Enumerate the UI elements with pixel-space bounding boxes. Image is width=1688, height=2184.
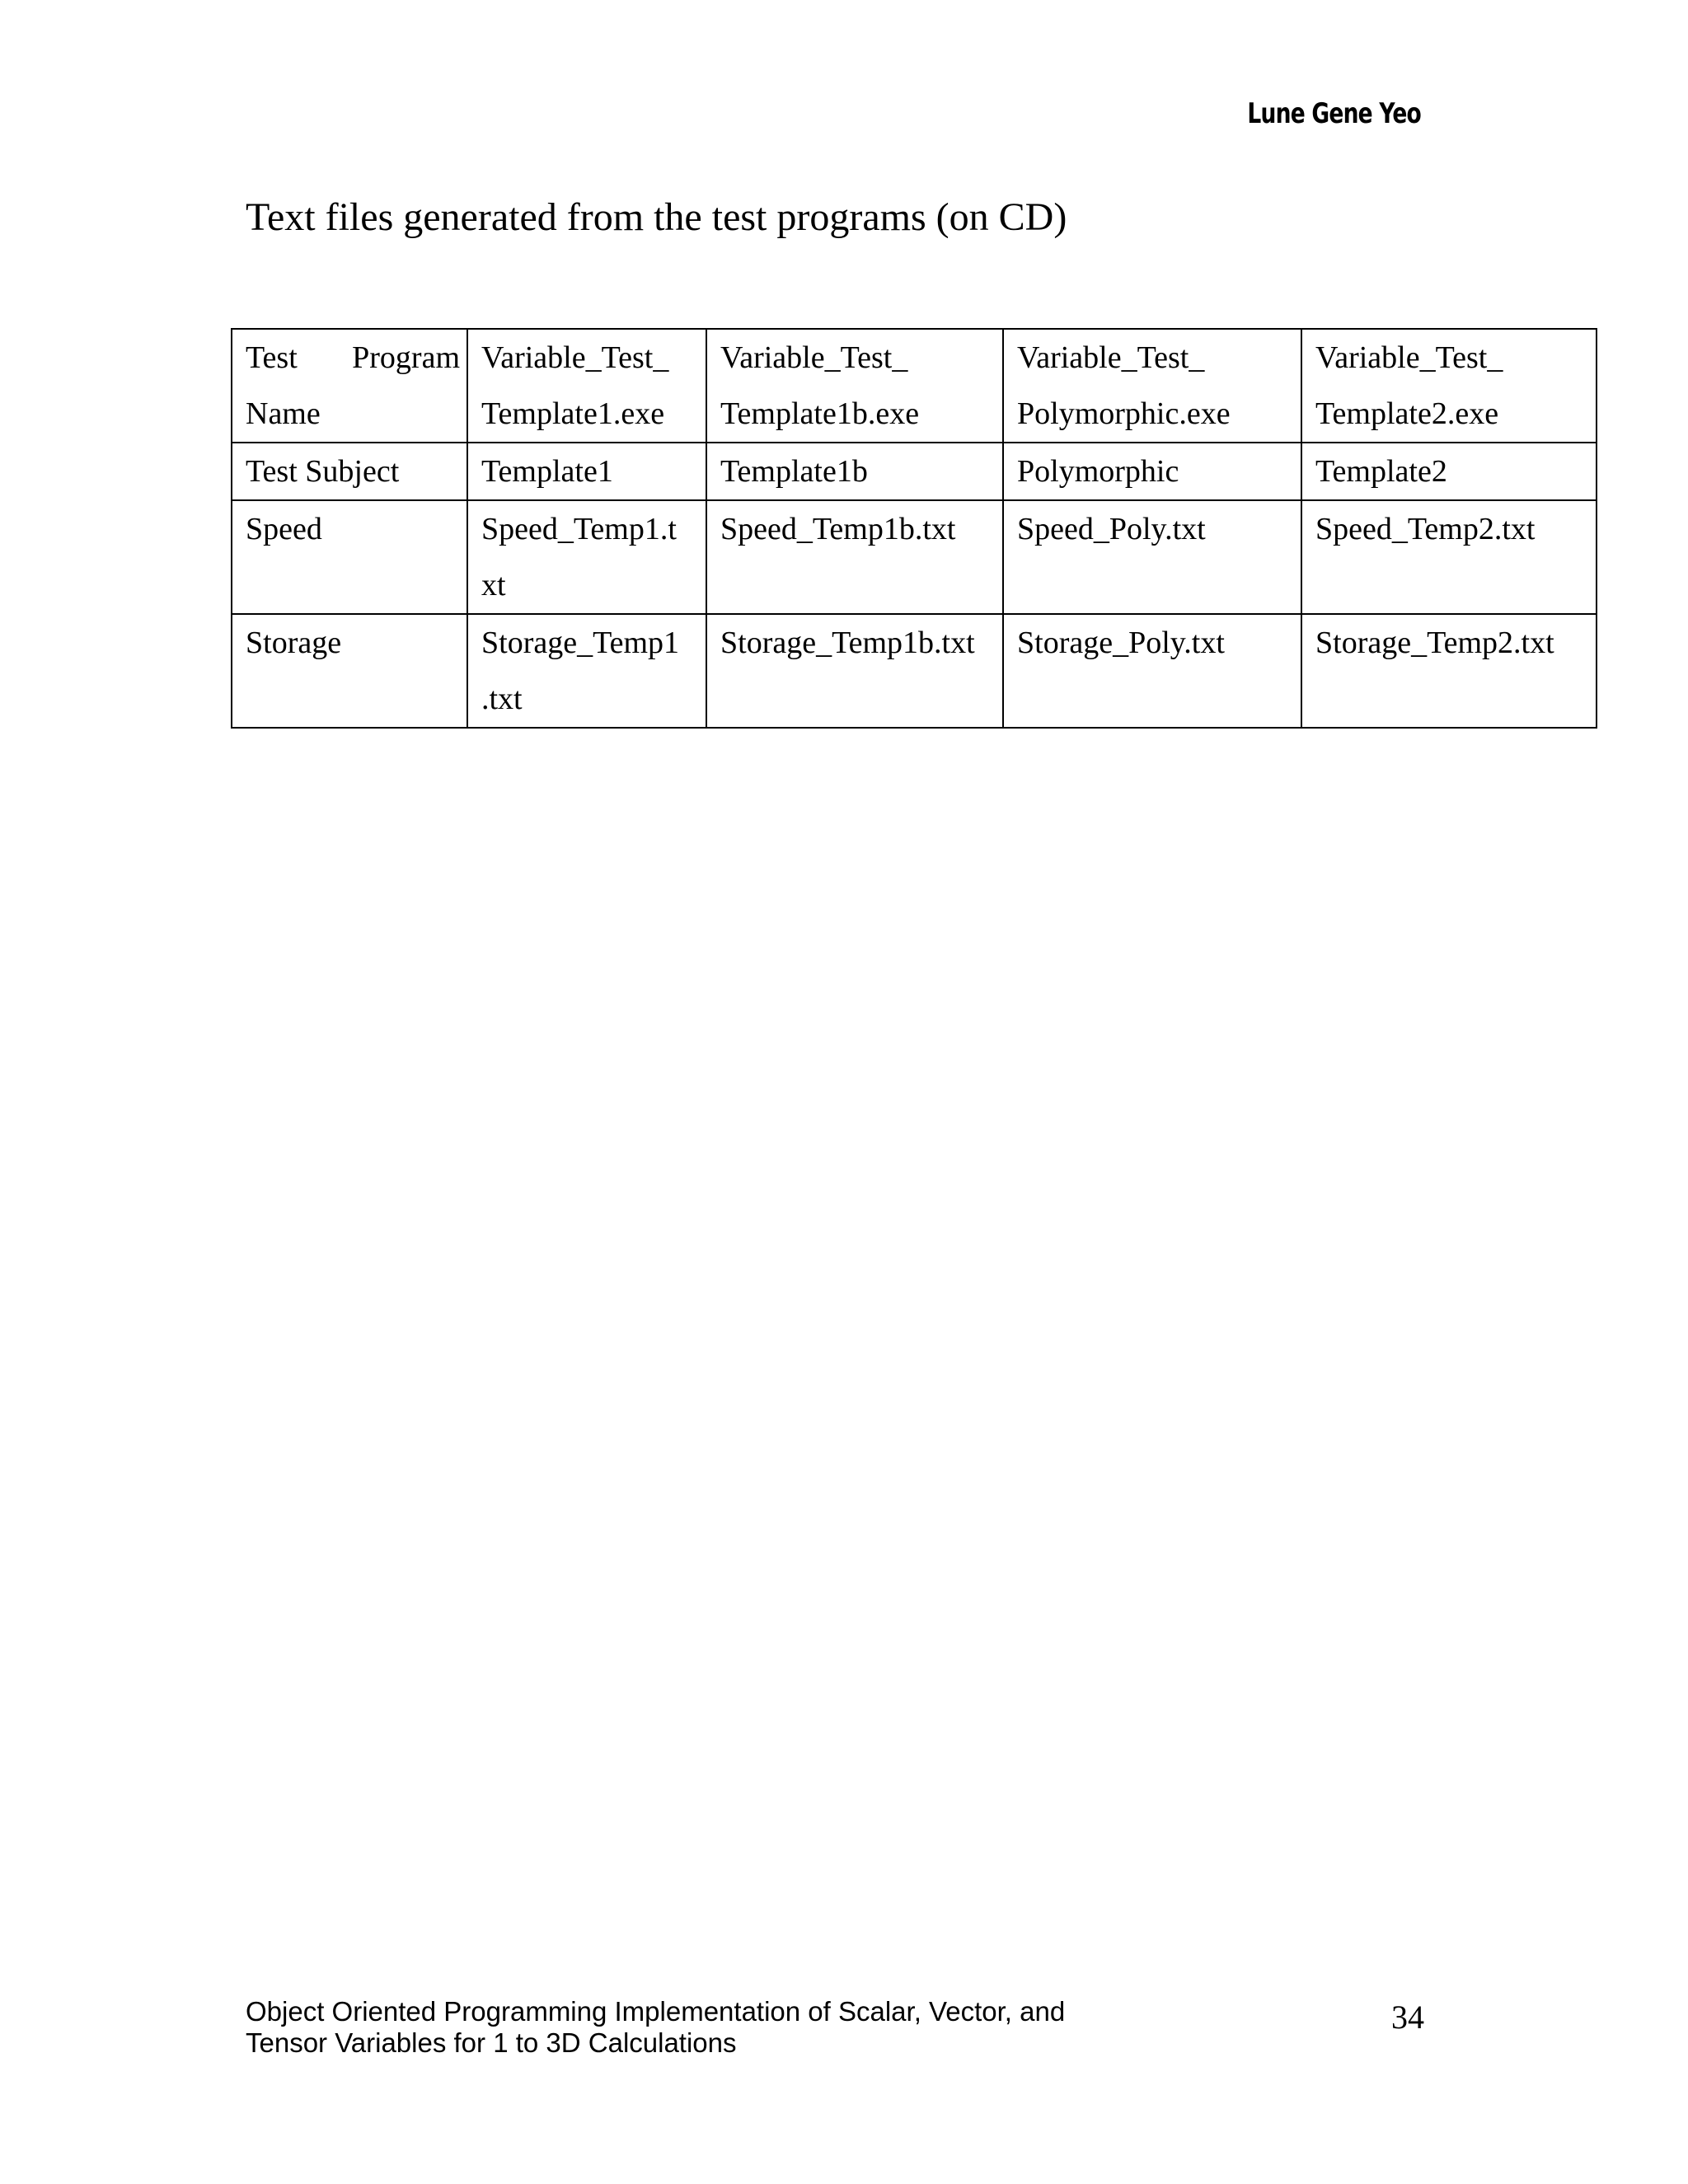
cell-line: Template1b <box>720 454 868 489</box>
table-row <box>232 443 1597 500</box>
row-label-storage <box>232 614 467 728</box>
cell-line: Speed <box>246 512 322 546</box>
cell-line: Template1 <box>481 454 613 489</box>
cell-line: Storage_Temp2.txt <box>1315 626 1554 660</box>
test-files-table <box>231 328 1597 729</box>
table-row <box>232 614 1597 728</box>
table-row <box>232 329 1597 443</box>
footer-title-line: Tensor Variables for 1 to 3D Calculations <box>246 2027 737 2058</box>
table-cell <box>1003 443 1301 500</box>
section-heading: Text files generated from the test programs (on CD) <box>246 195 1067 239</box>
table-cell <box>1003 614 1301 728</box>
cell-line: Variable_Test_ <box>720 340 908 375</box>
cell-line: Name <box>246 396 321 431</box>
cell-line: Speed_Temp1b.txt <box>720 512 956 546</box>
cell-line: Speed_Temp1.t <box>481 512 677 546</box>
table-row <box>232 500 1597 614</box>
table-cell <box>1301 614 1597 728</box>
cell-line: Speed_Poly.txt <box>1017 512 1206 546</box>
cell-line: Speed_Temp2.txt <box>1315 512 1536 546</box>
table-cell <box>1003 500 1301 614</box>
page-number: 34 <box>1391 1999 1424 2036</box>
cell-line: Template2.exe <box>1315 396 1499 431</box>
cell-line: Template2 <box>1315 454 1447 489</box>
table-cell <box>706 500 1003 614</box>
cell-line: Storage_Temp1 <box>481 626 680 660</box>
cell-line: Polymorphic.exe <box>1017 396 1231 431</box>
table-cell <box>706 614 1003 728</box>
cell-line: Polymorphic <box>1017 454 1179 489</box>
cell-line: Template1.exe <box>481 396 665 431</box>
table-cell <box>1301 329 1597 443</box>
cell-line: Test Subject <box>246 454 400 489</box>
cell-line: Test Program <box>246 340 460 375</box>
header-author: Lune Gene Yeo <box>1247 97 1421 130</box>
table-cell <box>706 329 1003 443</box>
table-cell <box>1301 443 1597 500</box>
cell-line: Variable_Test_ <box>1017 340 1205 375</box>
table-cell <box>467 614 706 728</box>
table-cell <box>467 443 706 500</box>
table-cell <box>1301 500 1597 614</box>
cell-line: Storage_Poly.txt <box>1017 626 1225 660</box>
footer-title-line: Object Oriented Programming Implementation of Scalar, Vector, and <box>246 1996 1066 2027</box>
cell-line: xt <box>481 568 506 602</box>
cell-line: Variable_Test_ <box>481 340 669 375</box>
table-cell <box>467 329 706 443</box>
cell-line: Template1b.exe <box>720 396 920 431</box>
row-label-test-subject <box>232 443 467 500</box>
table-cell <box>1003 329 1301 443</box>
cell-line: Variable_Test_ <box>1315 340 1503 375</box>
table-cell <box>706 443 1003 500</box>
cell-line: Storage_Temp1b.txt <box>720 626 975 660</box>
cell-line: .txt <box>481 682 523 716</box>
footer-document-title <box>246 1996 1065 2059</box>
table-cell <box>467 500 706 614</box>
row-label-program-name <box>232 329 467 443</box>
cell-line: Storage <box>246 626 342 660</box>
row-label-speed <box>232 500 467 614</box>
